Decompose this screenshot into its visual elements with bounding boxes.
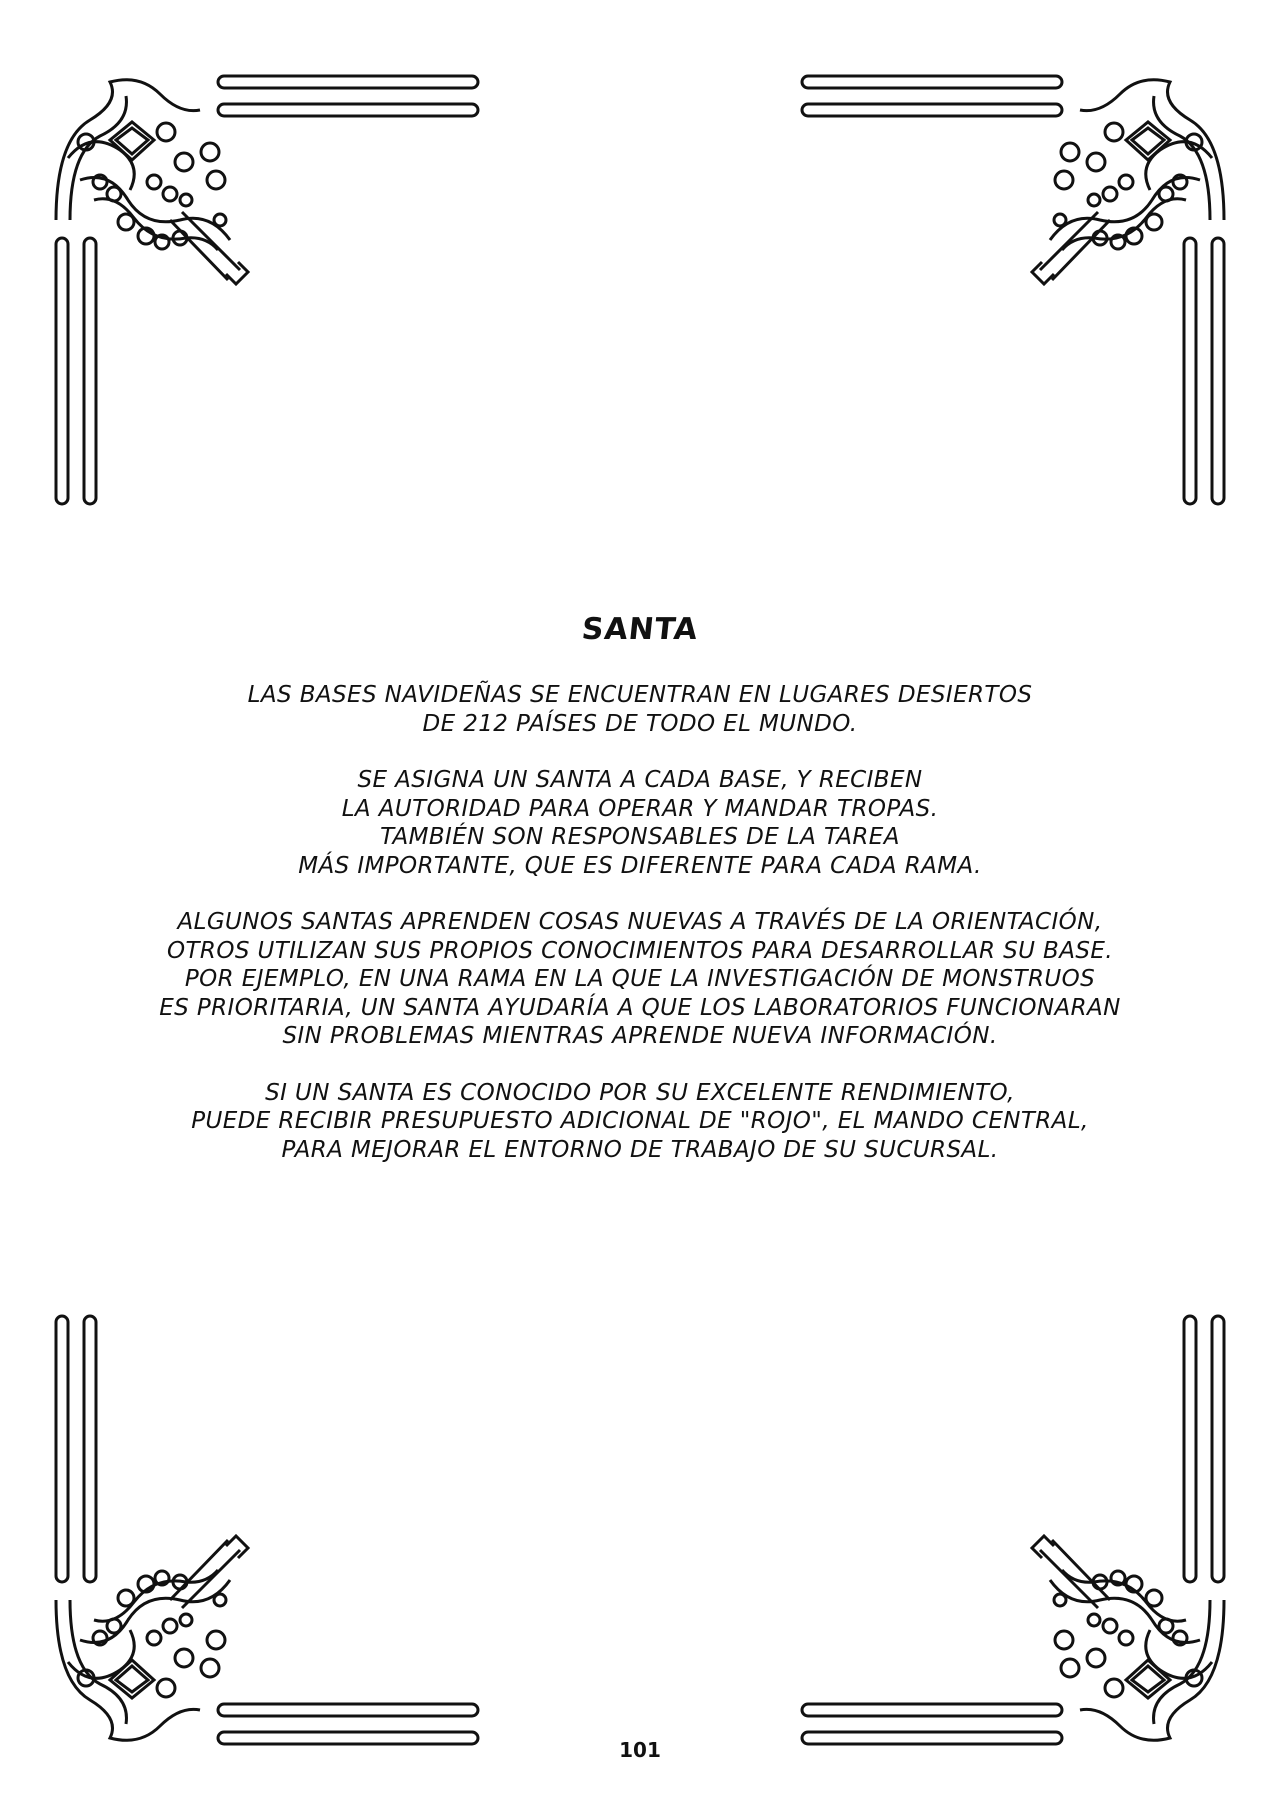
text-line: ES PRIORITARIA, UN SANTA AYUDARÍA A QUE LOS LABORATORIOS FUNCIONARAN (159, 994, 1121, 1021)
text-line: MÁS IMPORTANTE, QUE ES DIFERENTE PARA CADA RAMA. (298, 852, 982, 879)
paragraph-1 (120, 681, 1160, 738)
paragraph-3 (120, 908, 1160, 1051)
text-line: SIN PROBLEMAS MIENTRAS APRENDE NUEVA INFORMACIÓN. (282, 1023, 998, 1049)
text-line: OTROS UTILIZAN SUS PROPIOS CONOCIMIENTOS PARA DESARROLLAR SU BASE. (166, 937, 1113, 964)
text-line: LA AUTORIDAD PARA OPERAR Y MANDAR TROPAS. (341, 795, 939, 822)
text-line: POR EJEMPLO, EN UNA RAMA EN LA QUE LA INVESTIGACIÓN DE MONSTRUOS (184, 966, 1096, 992)
paragraph-2 (120, 766, 1160, 880)
paragraph-4 (120, 1079, 1160, 1165)
text-line: DE 212 PAÍSES DE TODO EL MUNDO. (422, 710, 858, 737)
page-number: 101 (619, 1738, 661, 1762)
text-line: PUEDE RECIBIR PRESUPUESTO ADICIONAL DE "ROJO", EL MANDO CENTRAL, (191, 1108, 1089, 1134)
text-line: PARA MEJORAR EL ENTORNO DE TRABAJO DE SU SUCURSAL. (281, 1136, 999, 1163)
text-line: ALGUNOS SANTAS APRENDEN COSAS NUEVAS A TRAVÉS DE LA ORIENTACIÓN, (177, 909, 1103, 935)
ornamental-corner-bottom-right-icon (790, 1310, 1230, 1750)
ornamental-corner-top-right-icon (790, 70, 1230, 510)
text-line: SI UN SANTA ES CONOCIDO POR SU EXCELENTE RENDIMIENTO, (265, 1079, 1015, 1106)
ornamental-corner-top-left-icon (50, 70, 490, 510)
document-body (120, 612, 1160, 1192)
ornamental-corner-bottom-left-icon (50, 1310, 490, 1750)
text-line: LAS BASES NAVIDEÑAS SE ENCUENTRAN EN LUGARES DESIERTOS (247, 682, 1033, 708)
page-title: SANTA (580, 612, 700, 647)
text-line: SE ASIGNA UN SANTA A CADA BASE, Y RECIBEN (357, 767, 923, 793)
text-line: TAMBIÉN SON RESPONSABLES DE LA TAREA (380, 824, 900, 850)
